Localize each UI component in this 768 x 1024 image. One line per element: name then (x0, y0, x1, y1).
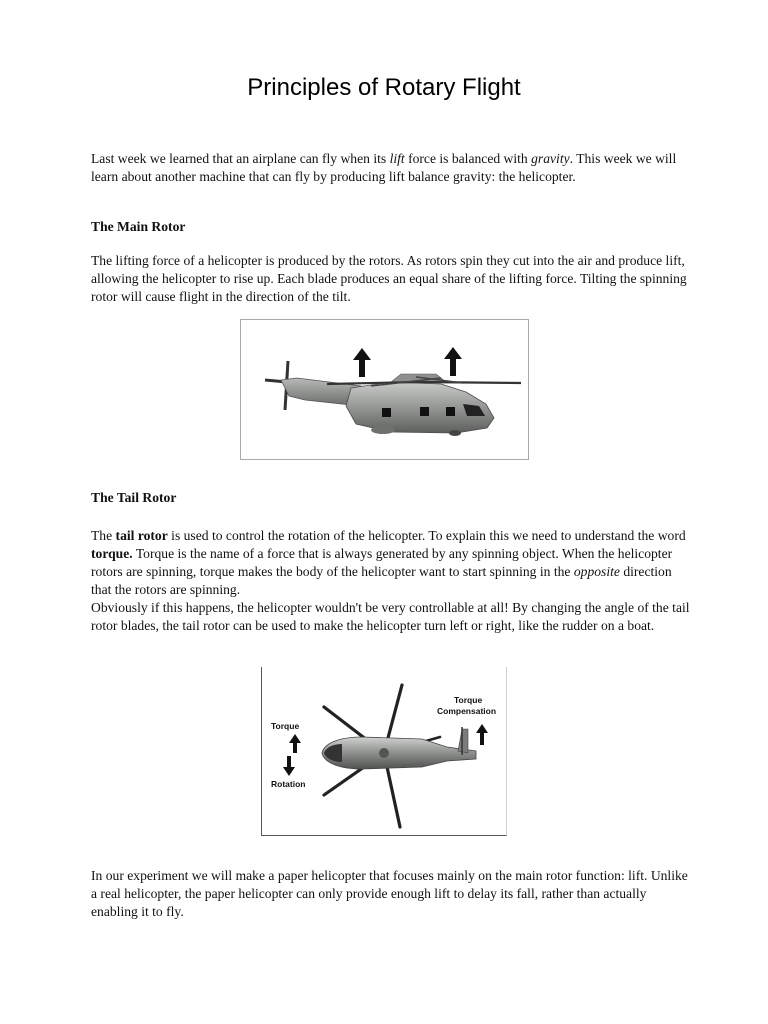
intro-paragraph (91, 150, 691, 186)
helicopter-side-view-image (241, 320, 528, 459)
rotation-down-arrow (283, 756, 295, 776)
helicopter-side-view-figure (240, 319, 529, 460)
main-rotor-heading: The Main Rotor (91, 219, 186, 234)
helicopter-top-view-figure (261, 667, 507, 836)
torque-up-arrow (289, 734, 301, 753)
tail-text-2: is used to control the rotation of the helicopter. To explain this we need to understand the word (167, 528, 686, 543)
helicopter-top-view-image (262, 667, 506, 835)
lift-arrow-left (353, 348, 371, 377)
experiment-paragraph: In our experiment we will make a paper helicopter that focuses mainly on the main rotor function: lift. Unlike a real helicopter, the paper helicopter can only provide enough lift to delay its fall, rather than actually enabling it to fly. (91, 868, 688, 919)
rotation-label: Rotation (271, 779, 306, 789)
lift-arrow-right (444, 347, 462, 376)
page-title: Principles of Rotary Flight (247, 74, 521, 101)
tail-rotor-term: tail rotor (115, 528, 168, 543)
tail-rotor-paragraph (91, 527, 691, 635)
main-rotor-paragraph: The lifting force of a helicopter is produced by the rotors. As rotors spin they cut into the air and produce lift, allowing the helicopter to rise up. Each blade produces an equal share of the lifting force. Tilting the spinning rotor will cause flight in the direction of the tilt. (91, 253, 687, 304)
intro-text-1: Last week we learned that an airplane can fly when its (91, 151, 390, 166)
torque-compensation-label-line1: Torque (454, 695, 483, 705)
tail-text-5: Obviously if this happens, the helicopter wouldn't be very controllable at all! By changing the angle of the tail rotor blades, the tail rotor can be used to make the helicopter turn left or right, like the rudder on a boat. (91, 600, 690, 633)
torque-term: torque. (91, 546, 133, 561)
compensation-up-arrow (476, 724, 488, 745)
torque-compensation-label-line2: Compensation (437, 706, 497, 716)
tail-text-1: The (91, 528, 116, 543)
gravity-word: gravity (531, 151, 570, 166)
intro-text-3: . This week we will learn about another machine that can fly by producing lift balance gravity: the helicopter. (91, 151, 677, 184)
tail-text-4: direction that the rotors are spinning. (91, 564, 672, 597)
intro-text-2: force is balanced with (404, 151, 532, 166)
tail-rotor-heading: The Tail Rotor (91, 490, 177, 505)
lift-word: lift (389, 151, 405, 166)
opposite-word: opposite (573, 564, 620, 579)
tail-text-3: Torque is the name of a force that is always generated by any spinning object. When the helicopter rotors are spinning, torque makes the body of the helicopter want to start spinning in the (91, 546, 673, 579)
torque-label: Torque (271, 721, 300, 731)
